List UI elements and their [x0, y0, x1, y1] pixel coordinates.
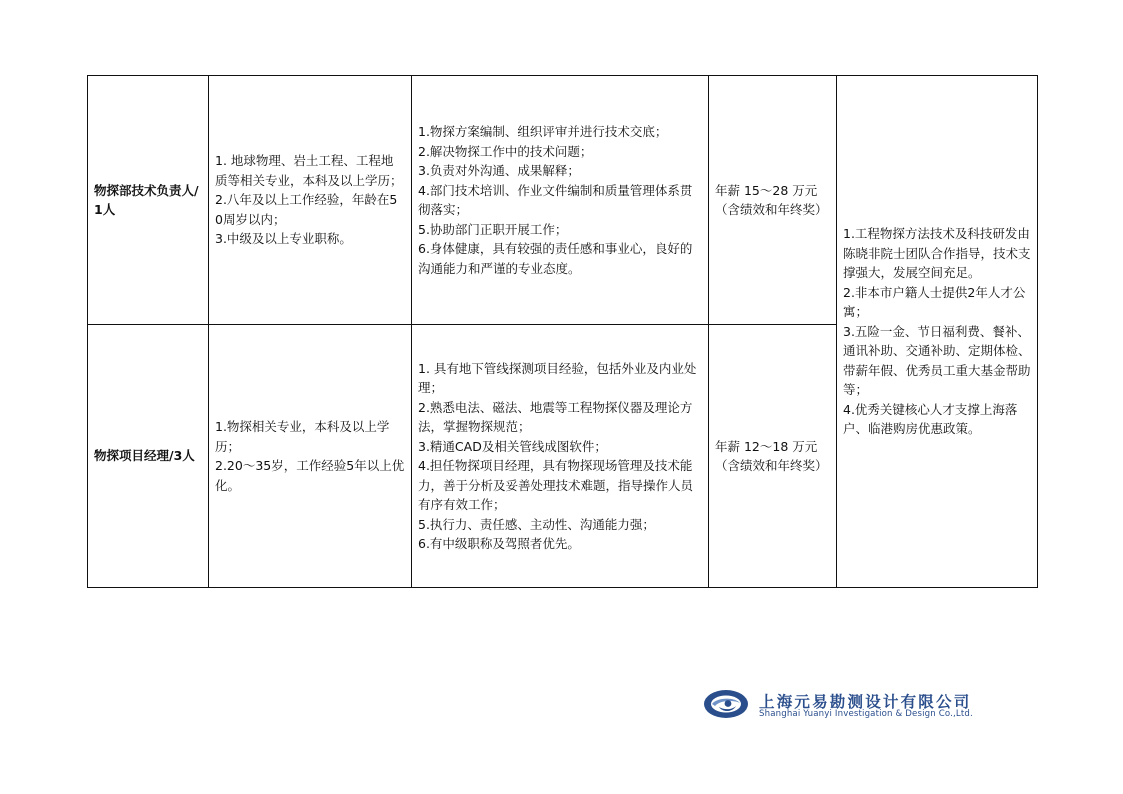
benefit-item: 4.优秀关键核心人才支撑上海落户、临港购房优惠政策。 — [843, 401, 1018, 437]
salary-cell: 年薪 15～28 万元（含绩效和年终奖） — [709, 76, 837, 325]
duty-item: 2.解决物探工作中的技术问题； — [418, 143, 593, 159]
duty-item: 1. 具有地下管线探测项目经验，包括外业及内业处理； — [418, 360, 697, 395]
job-table — [87, 75, 1038, 588]
requirements-cell — [209, 76, 412, 325]
duties-cell — [412, 76, 709, 325]
requirement-item: 1.物探相关专业，本科及以上学历； — [215, 419, 390, 454]
duty-item: 6.身体健康，具有较强的责任感和事业心，良好的沟通能力和严谨的专业态度。 — [418, 241, 693, 276]
requirement-item: 2.20～35岁，工作经验5年以上优化。 — [215, 458, 405, 493]
company-logo-icon — [703, 688, 749, 720]
salary-cell: 年薪 12～18 万元（含绩效和年终奖） — [709, 325, 837, 588]
position-title: 物探项目经理/3人 — [88, 325, 209, 588]
requirement-item: 2.八年及以上工作经验，年龄在50周岁以内； — [215, 192, 398, 227]
company-name-en: Shanghai Yuanyi Investigation & Design Co.,Ltd. — [759, 709, 973, 719]
duty-item: 3.精通CAD及相关管线成图软件； — [418, 438, 607, 454]
requirement-item: 3.中级及以上专业职称。 — [215, 231, 352, 247]
duty-item: 6.有中级职称及驾照者优先。 — [418, 536, 580, 551]
duty-item: 4.担任物探项目经理，具有物探现场管理及技术能力，善于分析及妥善处理技术难题，指导操作人员有序有效工作； — [418, 458, 694, 512]
duty-item: 5.协助部门正职开展工作； — [418, 221, 568, 237]
requirements-cell — [209, 325, 412, 588]
benefit-item: 1.工程物探方法技术及科技研发由陈晓非院士团队合作指导，技术支撑强大，发展空间充足。 — [843, 226, 1031, 281]
duty-item: 2.熟悉电法、磁法、地震等工程物探仪器及理论方法，掌握物探规范； — [418, 399, 693, 434]
benefits-cell — [837, 76, 1038, 588]
company-footer — [703, 688, 1043, 722]
duty-item: 4.部门技术培训、作业文件编制和质量管理体系贯彻落实； — [418, 182, 693, 217]
requirement-item: 1. 地球物理、岩土工程、工程地质等相关专业，本科及以上学历； — [215, 153, 403, 188]
benefit-item: 3.五险一金、节日福利费、餐补、通讯补助、交通补助、定期体检、带薪年假、优秀员工重大基金帮助等； — [843, 323, 1031, 398]
table-row — [88, 76, 1038, 325]
duty-item: 5.执行力、责任感、主动性、沟通能力强； — [418, 516, 655, 532]
benefit-item: 2.非本市户籍人士提供2年人才公寓； — [843, 284, 1026, 320]
position-title: 物探部技术负责人/1人 — [88, 76, 209, 325]
duties-cell — [412, 325, 709, 588]
duty-item: 1.物探方案编制、组织评审并进行技术交底； — [418, 124, 668, 139]
company-name-cn: 上海元易勘测设计有限公司 — [759, 693, 972, 711]
duty-item: 3.负责对外沟通、成果解释； — [418, 163, 580, 178]
